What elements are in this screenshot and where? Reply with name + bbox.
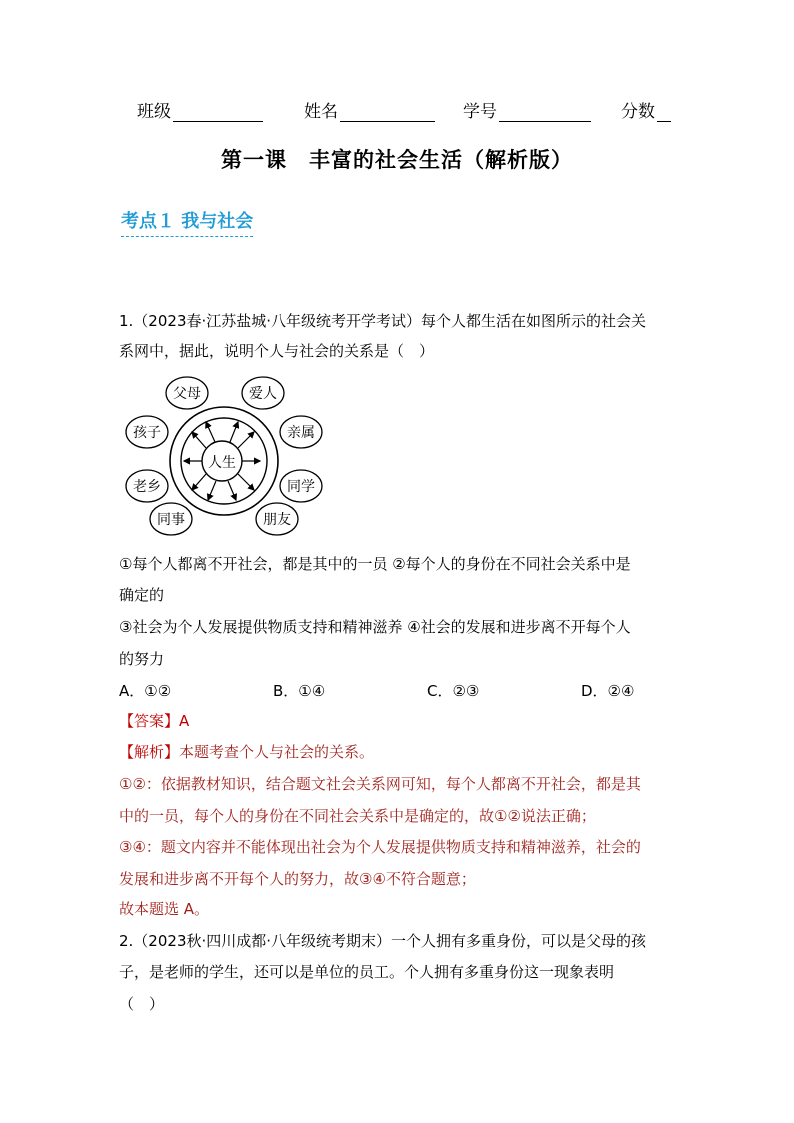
q1-analysis (119, 741, 374, 763)
svg-text:孩子: 孩子 (133, 425, 161, 441)
score-field[interactable] (621, 97, 671, 122)
analysis-text: 本题考查个人与社会的关系。 (179, 743, 375, 761)
relation-node-relatives (280, 416, 322, 448)
q1-conclusion: 故本题选 A。 (119, 900, 210, 918)
relation-node-friend (256, 503, 298, 535)
q1-explanation-line4: 发展和进步离不开每个人的努力，故③④不符合题意； (119, 870, 476, 888)
center-label: 人生 (208, 455, 236, 471)
answer-tag: 【答案】 (119, 712, 180, 730)
q1-stem-line2: 系网中，据此，说明个人与社会的关系是（ ） (119, 342, 435, 360)
relation-node-classmate (280, 470, 322, 502)
svg-text:朋友: 朋友 (263, 512, 291, 528)
q1-statement-line4: 的努力 (119, 650, 165, 668)
relation-node-fellow-townsman (126, 470, 168, 502)
svg-text:父母: 父母 (173, 386, 201, 402)
q2-stem-line3: （ ） (119, 995, 165, 1013)
social-relations-diagram (120, 376, 330, 538)
student-info-row (137, 97, 697, 123)
svg-text:老乡: 老乡 (133, 479, 161, 495)
q1-stem-line1: 1.（2023春·江苏盐城·八年级统考开学考试）每个人都生活在如图所示的社会关 (119, 312, 647, 330)
class-label: 班级 (137, 102, 171, 122)
q1-statement-line2: 确定的 (119, 586, 165, 604)
section-heading: 考点１ 我与社会 (121, 207, 253, 237)
q1-options (119, 680, 679, 702)
student-id-label: 学号 (463, 102, 497, 122)
class-field[interactable] (137, 97, 263, 122)
q1-statement-line1: ①每个人都离不开社会，都是其中的一员 ②每个人的身份在不同社会关系中是 (119, 555, 631, 573)
page-title: 第一课 丰富的社会生活（解析版） (221, 148, 573, 172)
q1-explanation-line1: ①②：依据教材知识，结合题文社会关系网可知，每个人都离不开社会，都是其 (119, 775, 641, 793)
svg-text:亲属: 亲属 (287, 425, 315, 441)
option-c[interactable]: C．②③ (427, 682, 480, 700)
q2-stem-line2: 子，是老师的学生，还可以是单位的员工。个人拥有多重身份这一现象表明 (119, 963, 615, 981)
svg-text:同事: 同事 (157, 512, 185, 528)
q1-answer (119, 710, 189, 732)
svg-text:同学: 同学 (287, 479, 315, 495)
answer-value: A (179, 712, 190, 730)
relation-node-colleague (150, 503, 192, 535)
q1-explanation-line2: 中的一员，每个人的身份在不同社会关系中是确定的，故①②说法正确； (119, 807, 596, 825)
q1-statement-line3: ③社会为个人发展提供物质支持和精神滋养 ④社会的发展和进步离不开每个人 (119, 618, 631, 636)
name-field[interactable] (304, 97, 435, 122)
option-b[interactable]: B．①④ (273, 682, 326, 700)
relation-node-spouse (242, 377, 284, 409)
q1-explanation-line3: ③④：题文内容并不能体现出社会为个人发展提供物质支持和精神滋养，社会的 (119, 838, 641, 856)
analysis-tag: 【解析】 (119, 743, 180, 761)
option-d[interactable]: D．②④ (581, 682, 635, 700)
name-label: 姓名 (304, 102, 338, 122)
option-a[interactable]: A．①② (119, 682, 172, 700)
student-id-field[interactable] (463, 97, 591, 122)
relation-node-child (126, 416, 168, 448)
q2-stem-line1: 2.（2023秋·四川成都·八年级统考期末）一个人拥有多重身份，可以是父母的孩 (119, 932, 647, 950)
relation-node-father-mother (166, 377, 208, 409)
score-label: 分数 (621, 102, 655, 122)
svg-text:爱人: 爱人 (249, 386, 277, 402)
